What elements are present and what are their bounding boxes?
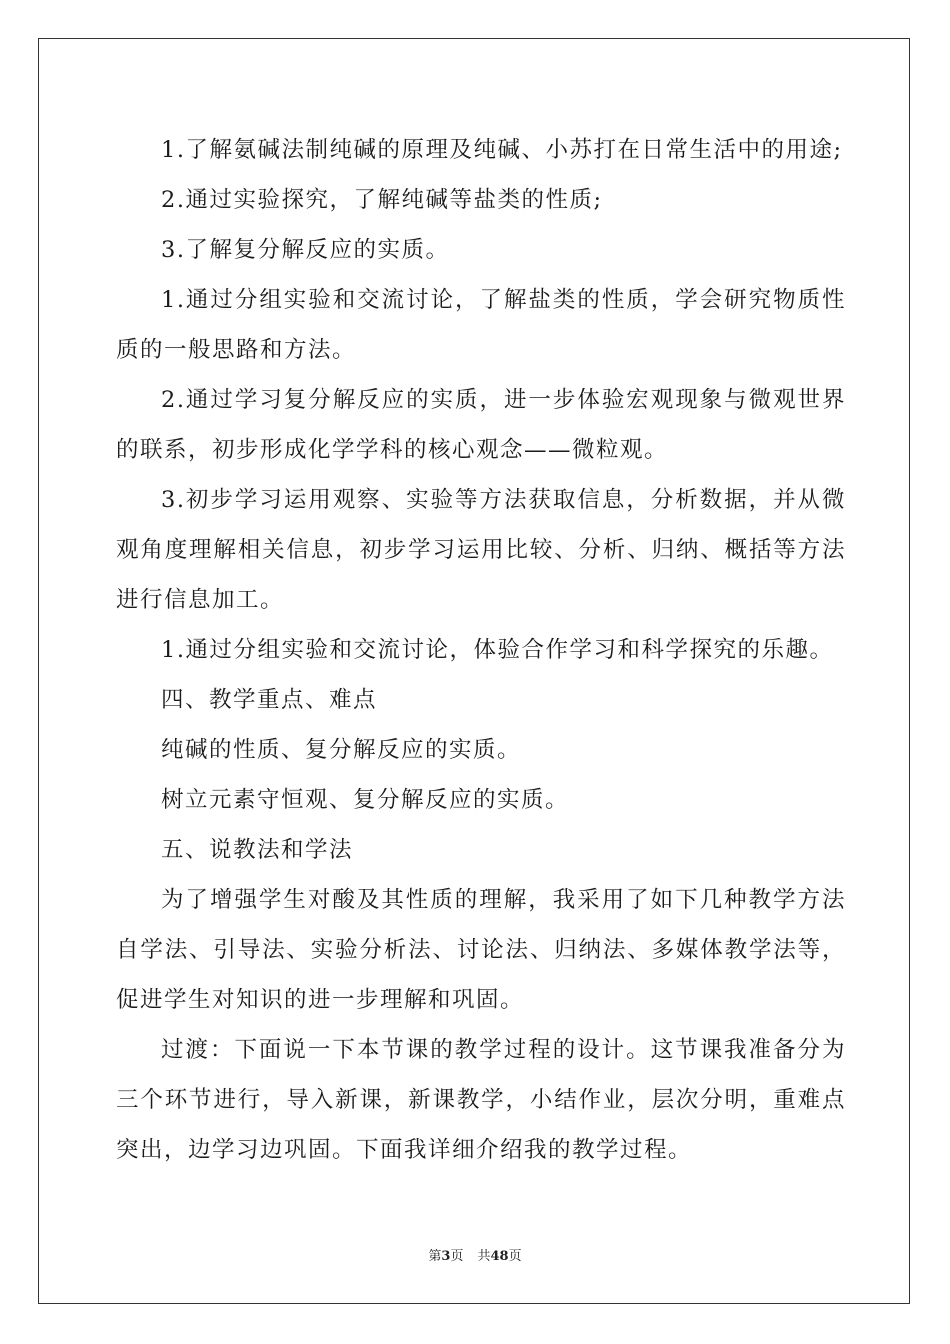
paragraph-4: 1.通过分组实验和交流讨论，了解盐类的性质，学会研究物质性质的一般思路和方法。 xyxy=(116,287,846,363)
paragraph-11: 过渡：下面说一下本节课的教学过程的设计。这节课我准备分为三个环节进行，导入新课，新课教学，小结作业，层次分明，重难点突出，边学习边巩固。下面我详细介绍我的教学过程。 xyxy=(116,1037,846,1163)
total-pages: 48 xyxy=(490,1249,509,1264)
section-heading-4: 四、教学重点、难点 xyxy=(161,687,378,713)
page-suffix: 页 xyxy=(450,1249,464,1264)
paragraph-5: 2.通过学习复分解反应的实质，进一步体验宏观现象与微观世界的联系，初步形成化学学科的核心观念——微粒观。 xyxy=(116,387,846,463)
paragraph-6: 3.初步学习运用观察、实验等方法获取信息，分析数据，并从微观角度理解相关信息，初步学习运用比较、分析、归纳、概括等方法进行信息加工。 xyxy=(116,487,846,613)
page-prefix: 第 xyxy=(428,1249,442,1264)
paragraph-10: 为了增强学生对酸及其性质的理解，我采用了如下几种教学方法自学法、引导法、实验分析法、讨论法、归纳法、多媒体教学法等，促进学生对知识的进一步理解和巩固。 xyxy=(116,887,846,1013)
paragraph-3: 3.了解复分解反应的实质。 xyxy=(161,237,450,263)
paragraph-8: 纯碱的性质、复分解反应的实质。 xyxy=(161,737,522,763)
paragraph-2: 2.通过实验探究，了解纯碱等盐类的性质; xyxy=(161,187,603,213)
total-suffix: 页 xyxy=(508,1249,522,1264)
paragraph-9: 树立元素守恒观、复分解反应的实质。 xyxy=(161,787,570,813)
section-heading-5: 五、说教法和学法 xyxy=(161,837,354,863)
paragraph-7: 1.通过分组实验和交流讨论，体验合作学习和科学探究的乐趣。 xyxy=(161,637,834,663)
page-number: 3 xyxy=(441,1249,451,1264)
paragraph-1: 1.了解氨碱法制纯碱的原理及纯碱、小苏打在日常生活中的用途; xyxy=(161,137,843,163)
page-footer xyxy=(0,1245,950,1264)
document-body xyxy=(116,125,846,1175)
total-prefix: 共 xyxy=(477,1249,491,1264)
